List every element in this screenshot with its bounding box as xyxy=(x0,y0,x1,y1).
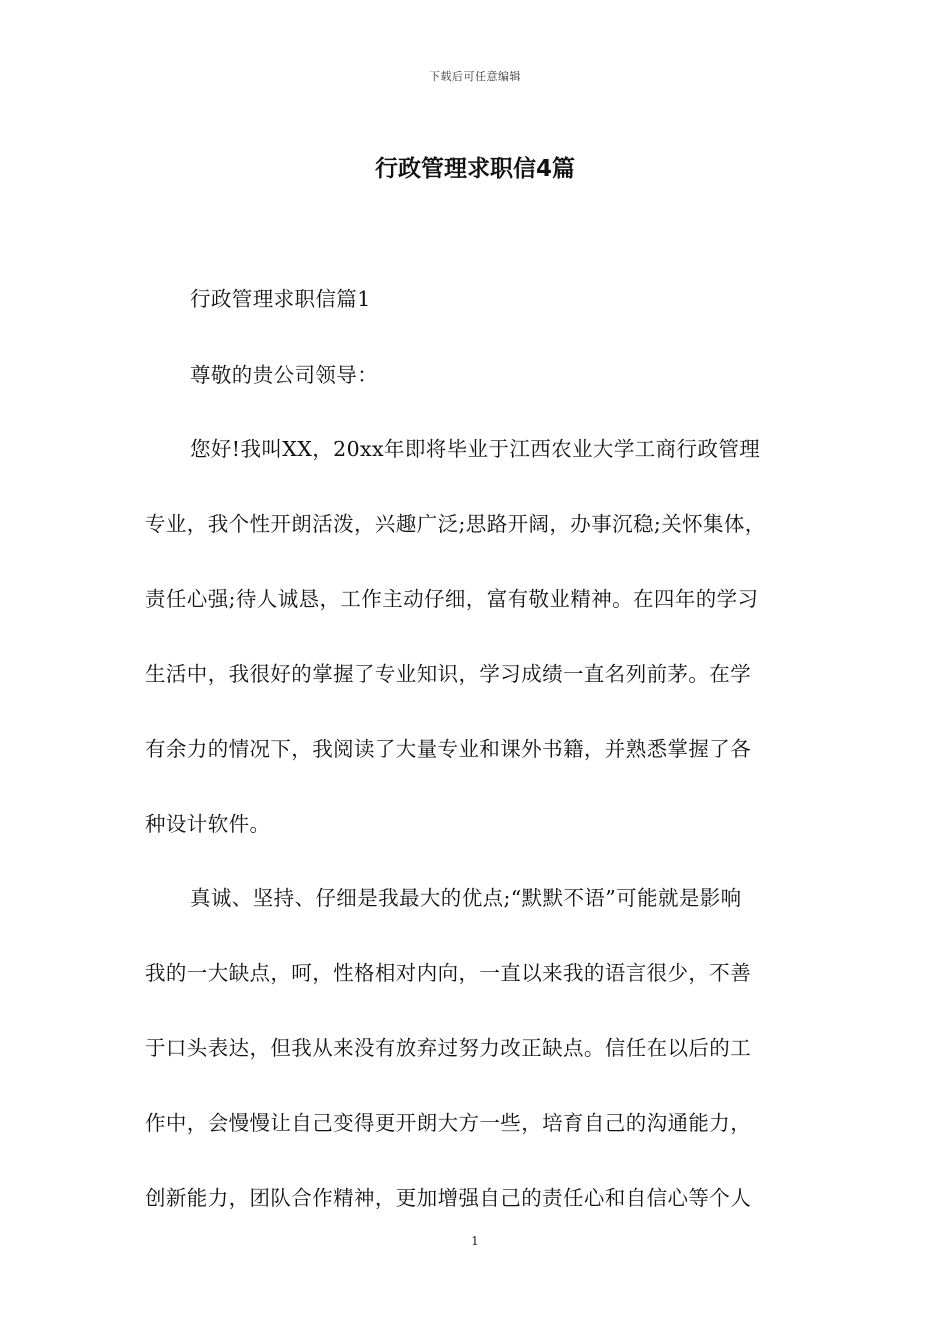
paragraph-line: 责任心强;待人诚恳，工作主动仔细，富有敬业精神。在四年的学习 xyxy=(145,587,759,611)
salutation: 尊敬的贵公司领导： xyxy=(190,363,379,387)
paragraph-line: 创新能力，团队合作精神，更加增强自己的责任心和自信心等个人 xyxy=(145,1186,752,1210)
section-heading: 行政管理求职信篇1 xyxy=(190,287,371,311)
paragraph-line: 真诚、坚持、仔细是我最大的优点;“默默不语”可能就是影响 xyxy=(190,886,742,910)
paragraph-line: 有余力的情况下，我阅读了大量专业和课外书籍，并熟悉掌握了各 xyxy=(145,737,752,761)
paragraph-line: 专业，我个性开朗活泼，兴趣广泛;思路开阔，办事沉稳;关怀集体， xyxy=(145,512,766,536)
paragraph-line: 作中，会慢慢让自己变得更开朗大方一些，培育自己的沟通能力， xyxy=(145,1111,752,1135)
paragraph-line: 种设计软件。 xyxy=(145,812,271,836)
paragraph-line: 生活中，我很好的掌握了专业知识，学习成绩一直名列前茅。在学 xyxy=(145,662,752,686)
page-number: 1 xyxy=(471,1234,479,1248)
paragraph-line: 于口头表达，但我从来没有放弃过努力改正缺点。信任在以后的工 xyxy=(145,1036,752,1060)
paragraph-line: 您好!我叫XX，20xx年即将毕业于江西农业大学工商行政管理 xyxy=(190,437,761,461)
header-note: 下载后可任意编辑 xyxy=(429,70,521,83)
document-title: 行政管理求职信4篇 xyxy=(374,156,575,182)
paragraph-line: 我的一大缺点，呵，性格相对内向，一直以来我的语言很少，不善 xyxy=(145,961,752,985)
